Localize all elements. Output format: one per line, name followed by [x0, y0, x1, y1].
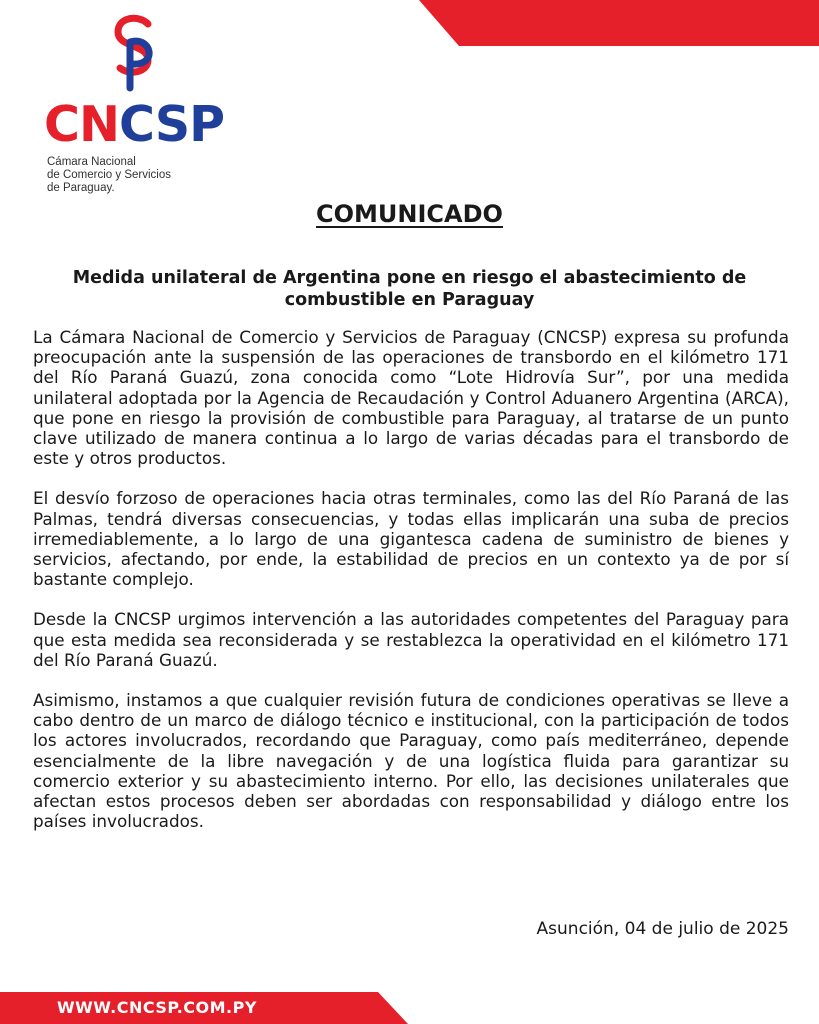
cs-monogram-icon [110, 14, 160, 92]
document-body [33, 327, 789, 851]
body-paragraph-2: El desvío forzoso de operaciones hacia otras terminales, como las del Río Paraná de las Palmas, tendrá diversas consecuencias, y todas ellas implicarán una suba de precios irremediablemente, a lo largo de una gigantesca cadena de suministro de bienes y servicios, afectando, por ende, la estabilidad de precios en un contexto ya de por sí bastante complejo. [33, 488, 789, 590]
logo-wordmark-blue: CSP [118, 96, 225, 153]
top-accent-band [419, 0, 819, 46]
cncsp-logo [44, 14, 244, 199]
body-paragraph-1: La Cámara Nacional de Comercio y Servicios de Paraguay (CNCSP) expresa su profunda preocupación ante la suspensión de las operaciones de transbordo en el kilómetro 171 del Río Paraná Guazú, zona conocida como “Lote Hidrovía Sur”, por una medida unilateral adoptada por la Agencia de Recaudación y Control Aduanero Argentina (ARCA), que pone en riesgo la provisión de combustible para Paraguay, al tratarse de un punto clave utilizado de manera continua a lo largo de varias décadas para el transbordo de este y otros productos. [33, 327, 789, 469]
body-paragraph-3: Desde la CNCSP urgimos intervención a las autoridades competentes del Paraguay para que esta medida sea reconsiderada y se restablezca la operatividad en el kilómetro 171 del Río Paraná Guazú. [33, 609, 789, 670]
footer-website-link[interactable]: WWW.CNCSP.COM.PY [57, 998, 257, 1017]
document-subtitle: Medida unilateral de Argentina pone en riesgo el abastecimiento de combustible en Paraguay [72, 268, 747, 310]
logo-wordmark-red: CN [44, 96, 119, 153]
body-paragraph-4: Asimismo, instamos a que cualquier revisión futura de condiciones operativas se lleve a cabo dentro de un marco de diálogo técnico e institucional, con la participación de todos los actores involucrados, recordando que Paraguay, como país mediterráneo, depende esencialmente de la libre navegación y de una logística fluida para garantizar su comercio exterior y su abastecimiento interno. Por ello, las decisiones unilaterales que afectan estos procesos deben ser abordadas con responsabilidad y diálogo entre los países involucrados. [33, 690, 789, 832]
document-heading: COMUNICADO [316, 200, 503, 228]
logo-wordmark [44, 96, 225, 153]
logo-organization-name: Cámara Nacional de Comercio y Servicios de Paraguay. [47, 156, 171, 194]
document-date: Asunción, 04 de julio de 2025 [536, 919, 789, 939]
